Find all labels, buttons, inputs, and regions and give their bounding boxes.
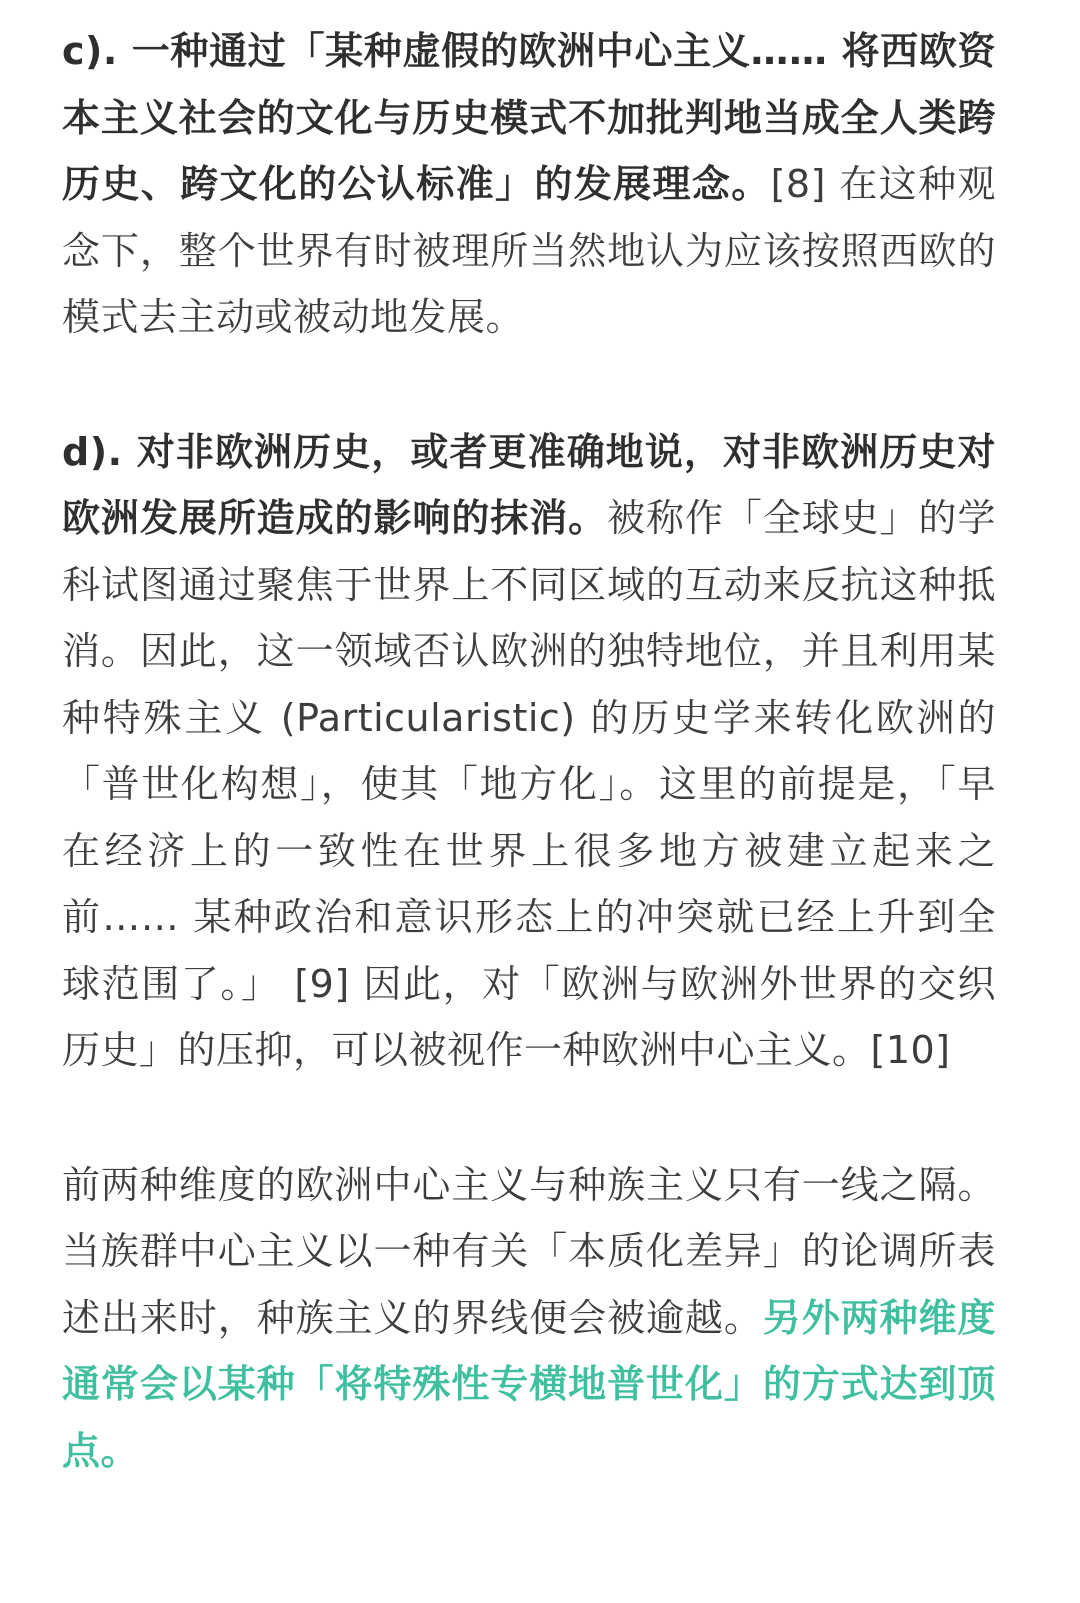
paragraph-summary-body: 前两种维度的欧洲中心主义与种族主义只有一线之隔。当族群中心主义以一种有关「本质化差异」的论调所表述出来时，种族主义的界线便会被逾越。 — [62, 1162, 996, 1340]
paragraph-d-body: 被称作「全球史」的学科试图通过聚焦于世界上不同区域的互动来反抗这种抵消。因此，这一领域否认欧洲的独特地位，并且利用某种特殊主义 (Particularistic) 的历史学来转化欧洲的「普世化构想」，使其「地方化」。这里的前提是，「早在经济上的一致性在世界上很多地方被建立起来之前…… 某种政治和意识形态上的冲突就已经上升到全球范围了。」 [9] 因此，对「欧洲与欧洲外世界的交织历史」的压抑，可以被视作一种欧洲中心主义。[10] — [62, 496, 996, 1072]
paragraph-c-lead: c). 一种通过「某种虚假的欧洲中心主义…… 将西欧资本主义社会的文化与历史模式不加批判地当成全人类跨历史、跨文化的公认标准」的发展理念。 — [62, 29, 996, 206]
paragraph-summary-highlight: 另外两种维度通常会以某种「将特殊性专横地普世化」的方式达到顶点。 — [62, 1295, 996, 1473]
paragraph-d-lead: d). 对非欧洲历史，或者更准确地说，对非欧洲历史对欧洲发展所造成的影响的抹消。 — [62, 429, 996, 540]
paragraph-summary — [62, 1152, 996, 1485]
paragraph-c-body: [8] 在这种观念下，整个世界有时被理所当然地认为应该按照西欧的模式去主动或被动地发展。 — [62, 162, 996, 339]
article-body — [62, 18, 996, 1484]
paragraph-d — [62, 419, 996, 1084]
paragraph-c — [62, 18, 996, 351]
